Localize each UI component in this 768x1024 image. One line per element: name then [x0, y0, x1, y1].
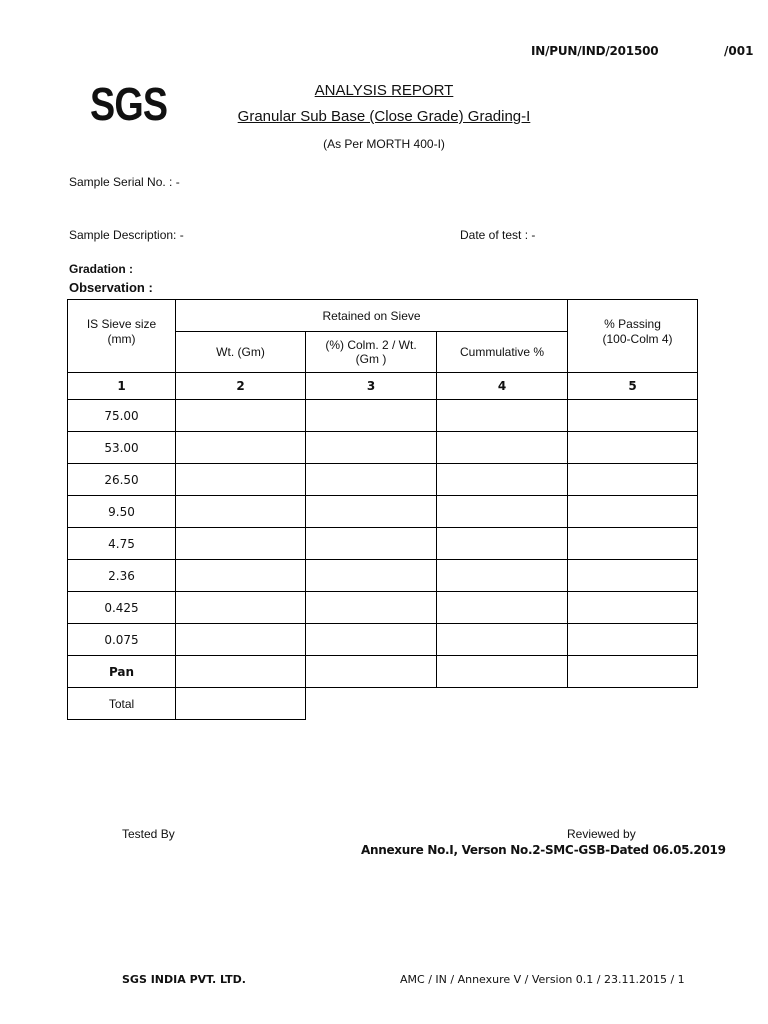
empty-cell[interactable]: [437, 624, 568, 656]
empty-cell[interactable]: [568, 624, 698, 656]
blank-cell: [568, 688, 698, 720]
header-percent-colm: (%) Colm. 2 / Wt. (Gm ): [306, 332, 437, 373]
empty-cell[interactable]: [568, 496, 698, 528]
blank-cell: [306, 688, 437, 720]
tested-by-label: Tested By: [122, 827, 175, 841]
report-standard: (As Per MORTH 400-I): [323, 137, 445, 151]
header-sieve-size: IS Sieve size (mm): [68, 300, 176, 373]
reference-number: IN/PUN/IND/201500: [531, 44, 659, 58]
sieve-size-cell: 4.75: [68, 528, 176, 560]
empty-cell[interactable]: [306, 432, 437, 464]
empty-cell[interactable]: [176, 528, 306, 560]
empty-cell[interactable]: [176, 656, 306, 688]
table-row: [68, 656, 698, 688]
empty-cell[interactable]: [437, 496, 568, 528]
sieve-size-cell: 26.50: [68, 464, 176, 496]
table-row: [68, 624, 698, 656]
passing-sublabel: (100-Colm 4): [602, 332, 673, 346]
empty-cell[interactable]: [568, 560, 698, 592]
empty-cell[interactable]: [568, 464, 698, 496]
empty-cell[interactable]: [437, 560, 568, 592]
sieve-size-cell: 0.425: [68, 592, 176, 624]
sgs-logo: SGS: [90, 78, 168, 130]
header-cumulative: Cummulative %: [437, 332, 568, 373]
gradation-label: Gradation :: [69, 262, 134, 276]
column-number: 2: [176, 373, 306, 400]
empty-cell[interactable]: [437, 592, 568, 624]
column-number-row: [68, 373, 698, 400]
annexure-note: Annexure No.I, Verson No.2-SMC-GSB-Dated 06.05.2019: [361, 843, 726, 857]
sieve-analysis-table: [67, 299, 698, 720]
table-row: [68, 560, 698, 592]
column-number: 4: [437, 373, 568, 400]
header-weight: Wt. (Gm): [176, 332, 306, 373]
empty-cell[interactable]: [568, 592, 698, 624]
total-label: Total: [68, 688, 176, 720]
column-number: 5: [568, 373, 698, 400]
empty-cell[interactable]: [176, 560, 306, 592]
report-title: ANALYSIS REPORT: [314, 82, 454, 99]
empty-cell[interactable]: [176, 592, 306, 624]
header-retained-on-sieve: Retained on Sieve: [176, 300, 568, 332]
reference-suffix: /001: [724, 44, 754, 58]
empty-cell[interactable]: [306, 496, 437, 528]
empty-cell[interactable]: [437, 400, 568, 432]
empty-cell[interactable]: [306, 528, 437, 560]
observation-label: Observation :: [69, 280, 153, 295]
sieve-size-cell: 9.50: [68, 496, 176, 528]
footer-company: SGS INDIA PVT. LTD.: [122, 973, 246, 986]
empty-cell[interactable]: [306, 560, 437, 592]
sieve-size-cell: 2.36: [68, 560, 176, 592]
table-row: [68, 400, 698, 432]
empty-cell[interactable]: [437, 528, 568, 560]
empty-cell[interactable]: [568, 528, 698, 560]
column-number: 1: [68, 373, 176, 400]
report-subtitle: Granular Sub Base (Close Grade) Grading-I: [237, 108, 531, 125]
sieve-size-cell: Pan: [68, 656, 176, 688]
empty-cell[interactable]: [306, 624, 437, 656]
empty-cell[interactable]: [437, 656, 568, 688]
table-row: [68, 464, 698, 496]
total-cell[interactable]: [176, 688, 306, 720]
column-number: 3: [306, 373, 437, 400]
table-row: [68, 528, 698, 560]
reviewed-by-label: Reviewed by: [567, 827, 636, 841]
header-percent-passing: [568, 300, 698, 373]
sieve-size-cell: 0.075: [68, 624, 176, 656]
footer-version: AMC / IN / Annexure V / Version 0.1 / 23.11.2015 / 1: [400, 973, 685, 986]
empty-cell[interactable]: [568, 432, 698, 464]
table-row: [68, 592, 698, 624]
empty-cell[interactable]: [176, 496, 306, 528]
blank-cell: [437, 688, 568, 720]
empty-cell[interactable]: [568, 656, 698, 688]
sieve-size-cell: 75.00: [68, 400, 176, 432]
empty-cell[interactable]: [306, 592, 437, 624]
empty-cell[interactable]: [176, 432, 306, 464]
empty-cell[interactable]: [176, 464, 306, 496]
empty-cell[interactable]: [437, 432, 568, 464]
empty-cell[interactable]: [176, 624, 306, 656]
empty-cell[interactable]: [568, 400, 698, 432]
total-row: [68, 688, 698, 720]
date-of-test-field: Date of test : -: [460, 228, 536, 242]
sieve-size-cell: 53.00: [68, 432, 176, 464]
sample-serial-field: Sample Serial No. : -: [69, 175, 180, 189]
passing-label: % Passing: [604, 317, 661, 331]
empty-cell[interactable]: [306, 656, 437, 688]
sample-description-field: Sample Description: -: [69, 228, 184, 242]
empty-cell[interactable]: [306, 400, 437, 432]
empty-cell[interactable]: [176, 400, 306, 432]
empty-cell[interactable]: [306, 464, 437, 496]
empty-cell[interactable]: [437, 464, 568, 496]
table-row: [68, 432, 698, 464]
table-row: [68, 496, 698, 528]
